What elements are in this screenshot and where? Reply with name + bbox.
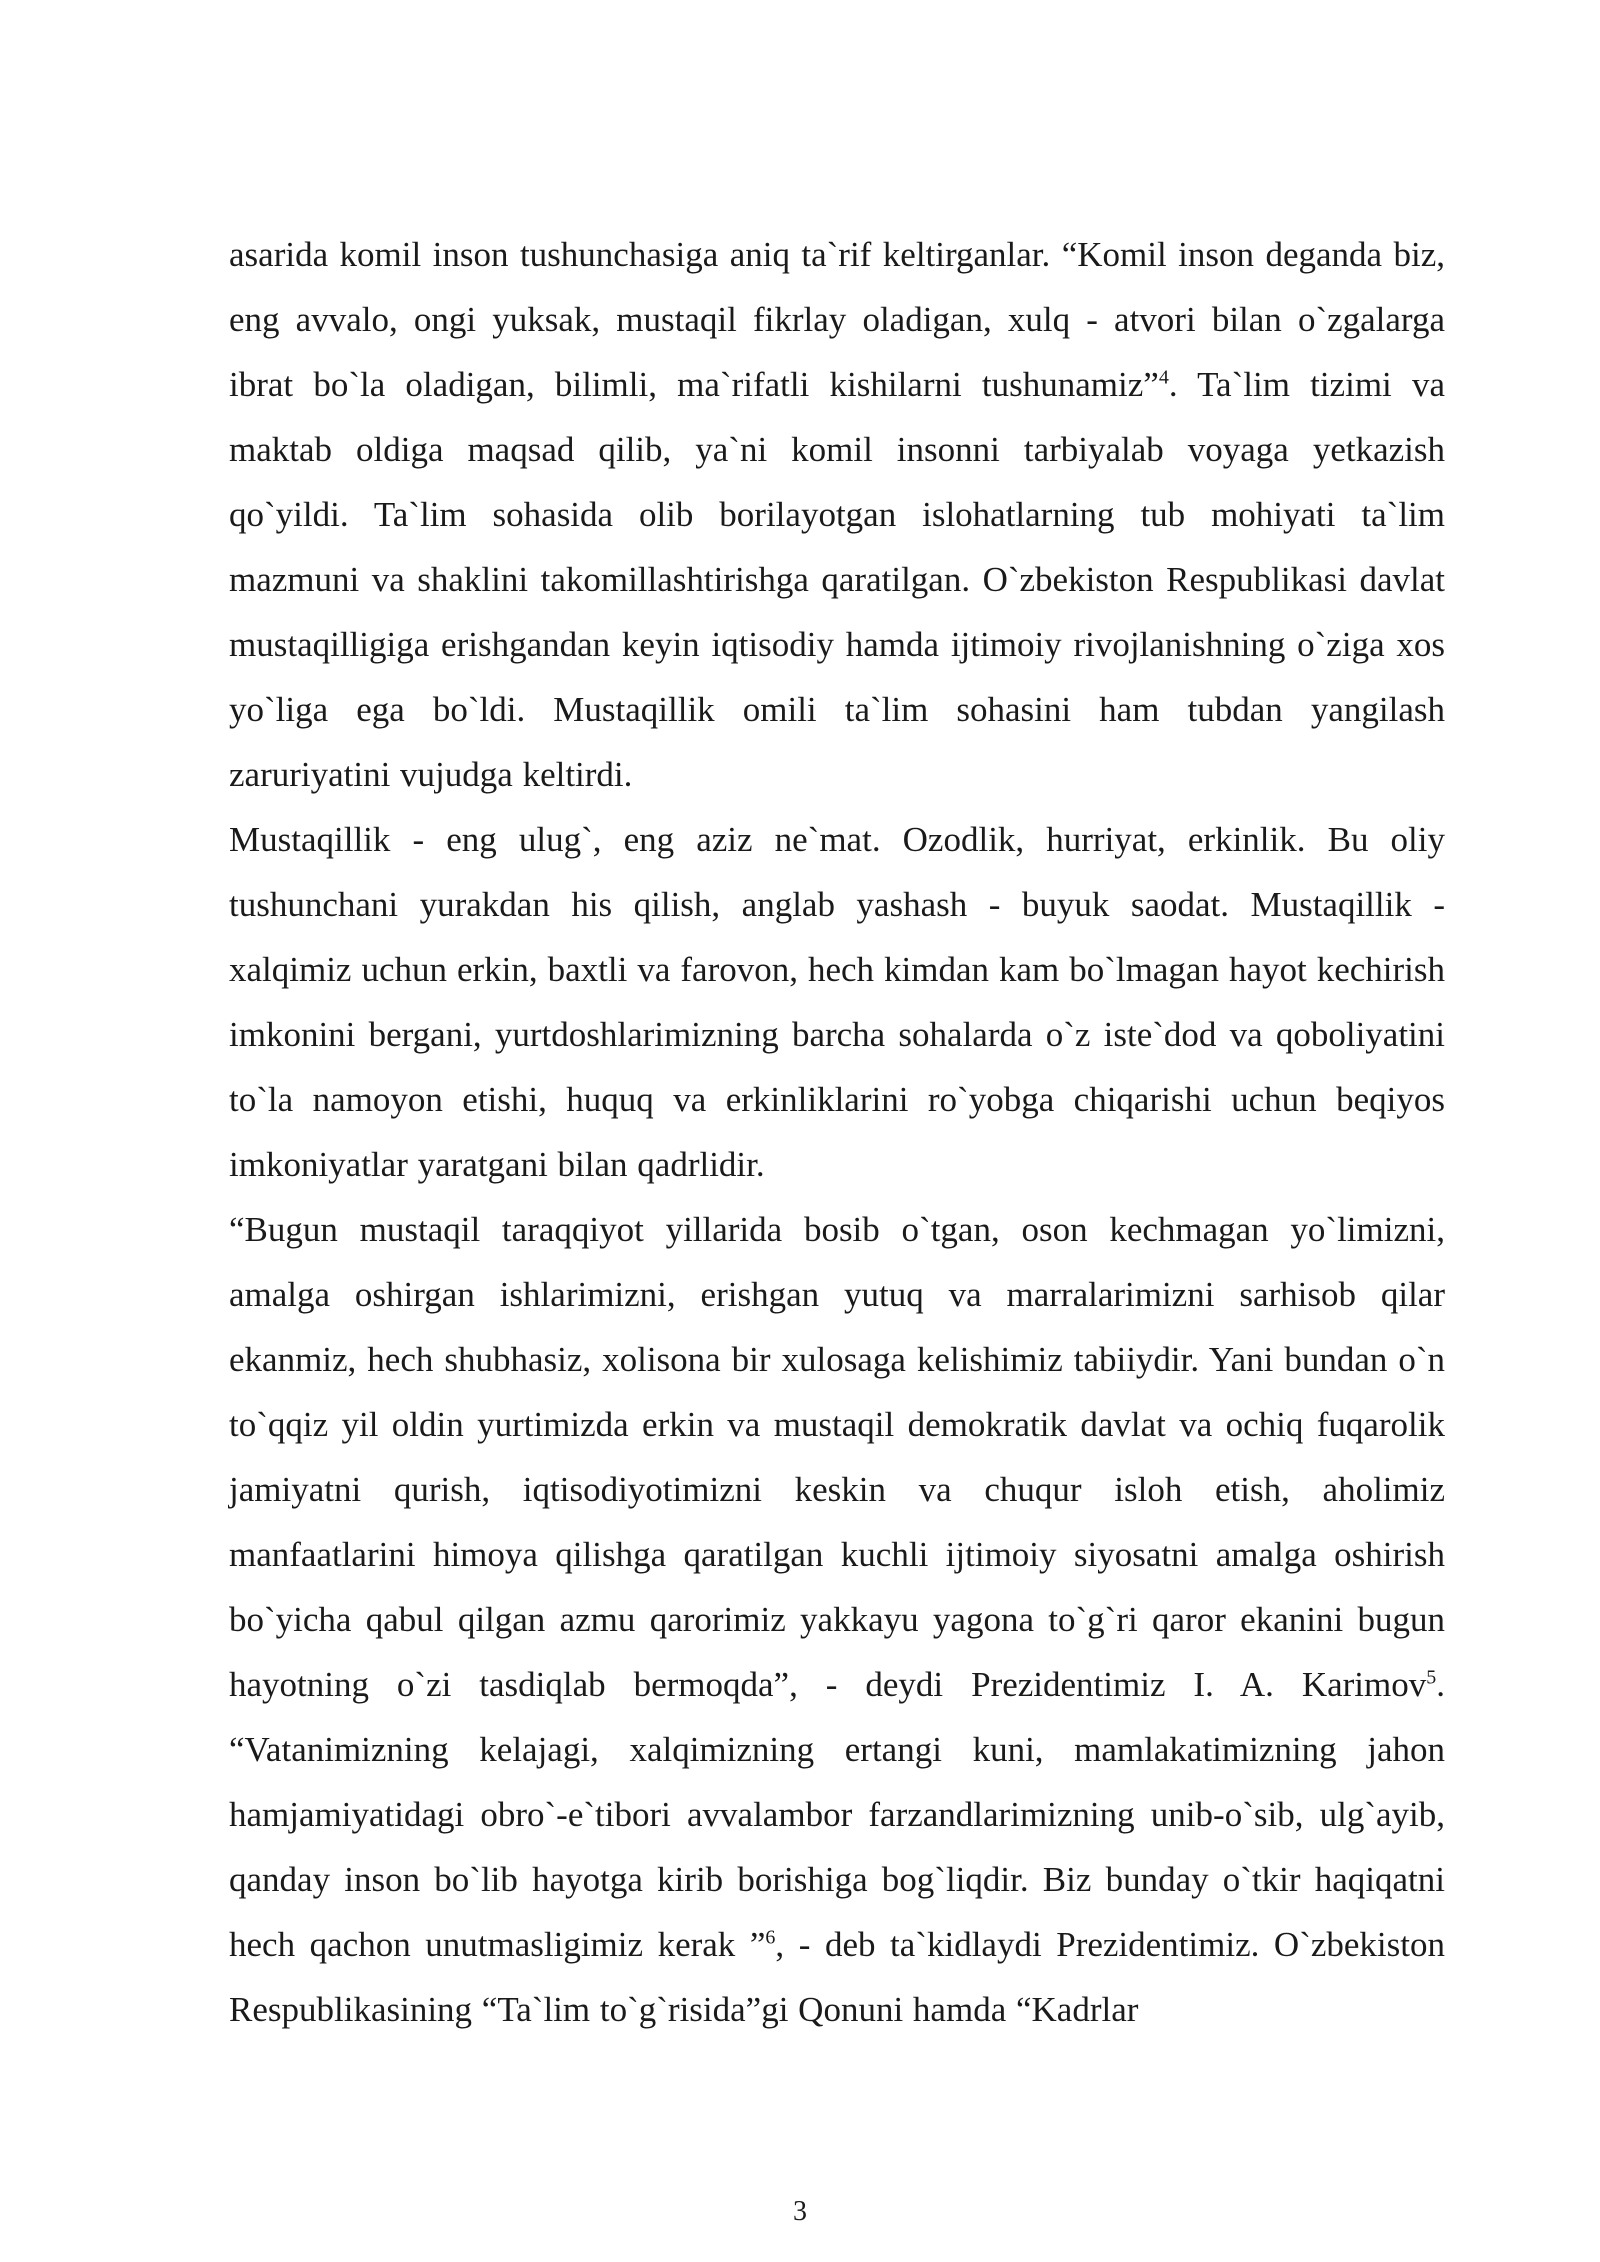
paragraph xyxy=(229,1197,1445,2042)
paragraph-text: . Ta`lim tizimi va maktab oldiga maqsad qilib, ya`ni komil insonni tarbiyalab voyaga yetkazish qo`yildi. Ta`lim sohasida olib borilayotgan islohatlarning tub mohiyati ta`lim mazmuni va shaklini takomillashtirishga qaratilgan. O`zbekiston Respublikasi davlat mustaqilligiga erishgandan keyin iqtisodiy hamda ijtimoiy rivojlanishning o`ziga xos yo`liga ega bo`ldi. Mustaqillik omili ta`lim sohasini ham tubdan yangilash zaruriyatini vujudga keltirdi. xyxy=(229,365,1445,794)
paragraph-text: , - deb ta`kidlaydi Prezidentimiz. O`zbekiston Respublikasining “Ta`lim to`g`risida”gi Qonuni hamda “Kadrlar xyxy=(229,1925,1445,2029)
page-number: 3 xyxy=(793,2196,807,2227)
footnote-ref-6: 6 xyxy=(765,1926,776,1949)
paragraph-text: . “Vatanimizning kelajagi, xalqimizning ertangi kuni, mamlakatimizning jahon hamjamiyatidagi obro`-e`tibori avvalambor farzandlarimizning unib-o`sib, ulg`ayib, qanday inson bo`lib hayotga kirib borishiga bog`liqdir. Biz bunday o`tkir haqiqatni hech qachon unutmasligimiz kerak ” xyxy=(229,1665,1445,1964)
paragraph xyxy=(229,222,1445,807)
paragraph-text: “Bugun mustaqil taraqqiyot yillarida bosib o`tgan, oson kechmagan yo`limizni, amalga oshirgan ishlarimizni, erishgan yutuq va marralarimizni sarhisob qilar ekanmiz, hech shubhasiz, xolisona bir xulosaga kelishimiz tabiiydir. Yani bundan o`n to`qqiz yil oldin yurtimizda erkin va mustaqil demokratik davlat va ochiq fuqarolik jamiyatni qurish, iqtisodiyotimizni keskin va chuqur isloh etish, aholimiz manfaatlarini himoya qilishga qaratilgan kuchli ijtimoiy siyosatni amalga oshirish bo`yicha qabul qilgan azmu qarorimiz yakkayu yagona to`g`ri qaror ekanini bugun hayotning o`zi tasdiqlab bermoqda”, - deydi Prezidentimiz I. A. Karimov xyxy=(229,1210,1445,1704)
document-body xyxy=(229,222,1445,2042)
paragraph: Mustaqillik - eng ulug`, eng aziz ne`mat. Ozodlik, hurriyat, erkinlik. Bu oliy tushunchani yurakdan his qilish, anglab yashash - buyuk saodat. Mustaqillik - xalqimiz uchun erkin, baxtli va farovon, hech kimdan kam bo`lmagan hayot kechirish imkonini bergani, yurtdoshlarimizning barcha sohalarda o`z iste`dod va qoboliyatini to`la namoyon etishi, huquq va erkinliklarini ro`yobga chiqarishi uchun beqiyos imkoniyatlar yaratgani bilan qadrlidir. xyxy=(229,820,1445,1184)
footnote-ref-5: 5 xyxy=(1426,1666,1437,1689)
paragraph-text: asarida komil inson tushunchasiga aniq ta`rif keltirganlar. “Komil inson deganda biz, eng avvalo, ongi yuksak, mustaqil fikrlay oladigan, xulq - atvori bilan o`zgalarga ibrat bo`la oladigan, bilimli, ma`rifatli kishilarni tushunamiz” xyxy=(229,235,1445,404)
footnote-ref-4: 4 xyxy=(1158,366,1169,389)
